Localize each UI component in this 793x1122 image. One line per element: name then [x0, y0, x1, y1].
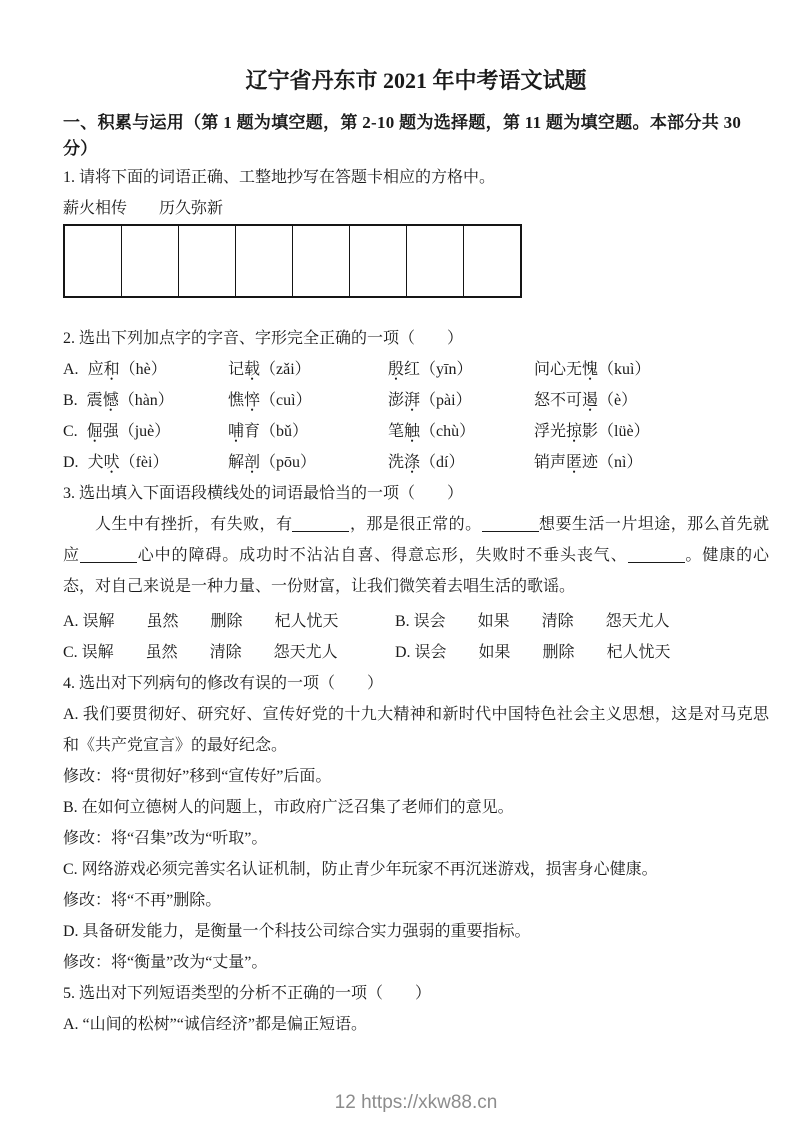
dotted-char: 匿 — [566, 454, 583, 471]
term-pre: 憔 — [228, 392, 245, 409]
q2-term — [228, 385, 388, 416]
dotted-char: 悴 — [244, 392, 261, 409]
dotted-char: 倔 — [86, 423, 103, 440]
dotted-char: 湃 — [404, 392, 421, 409]
term-pinyin: （dí） — [420, 454, 465, 471]
q1-stem: 1. 请将下面的词语正确、工整地抄写在答题卡相应的方格中。 — [63, 169, 496, 186]
dotted-char: 哺 — [228, 423, 245, 440]
term-pre: 浮光 — [534, 423, 567, 440]
q4-option-c: C. 网络游戏必须完善实名认证机制，防止青少年玩家不再沉迷游戏，损害身心健康。 — [63, 861, 658, 878]
term-pinyin: （pài） — [420, 392, 472, 409]
option-label: C. — [63, 423, 78, 440]
term-pre: 笔 — [388, 423, 405, 440]
q2-term — [534, 447, 769, 478]
q3-stem: 3. 选出填入下面语段横线处的词语最恰当的一项（ ） — [63, 485, 464, 502]
q2-option-row-d — [63, 447, 769, 478]
term-post: 迹 — [582, 454, 599, 471]
answer-grid-cell — [464, 226, 520, 296]
q2-term — [63, 354, 228, 385]
blank-line — [292, 515, 349, 532]
option-label: D. — [63, 454, 79, 471]
term-pre: 澎 — [388, 392, 405, 409]
q2-term — [63, 447, 228, 478]
term-pre: 问心无 — [534, 361, 583, 378]
term-pre: 犬 — [87, 454, 104, 471]
dotted-char: 载 — [244, 361, 261, 378]
term-pre: 洗 — [388, 454, 405, 471]
answer-grid-cell — [122, 226, 179, 296]
q3-option-b: B. 误会 如果 清除 怨天尤人 — [395, 613, 670, 630]
dotted-char: 触 — [404, 423, 421, 440]
term-pinyin: （chù） — [420, 423, 476, 440]
q4-stem: 4. 选出对下列病句的修改有误的一项（ ） — [63, 675, 384, 692]
passage-text: 人生中有挫折，有失败，有 — [95, 516, 293, 533]
page-title: 辽宁省丹东市 2021 年中考语文试题 — [245, 68, 587, 93]
q2-term — [228, 354, 388, 385]
blank-line — [80, 546, 137, 563]
passage-text: ，那是很正常的。 — [349, 516, 482, 533]
q3-option-c: C. 误解 虽然 清除 怨天尤人 — [63, 644, 338, 661]
term-pinyin: （hè） — [119, 361, 167, 378]
q2-term — [228, 447, 388, 478]
q3-passage — [63, 509, 769, 602]
term-pre: 怒不可 — [534, 392, 583, 409]
q2-term — [388, 354, 534, 385]
term-post: 强 — [102, 423, 119, 440]
passage-text: 想要生活一片坦途，那么首先就应 — [63, 516, 769, 564]
dotted-char: 掠 — [566, 423, 583, 440]
dotted-char: 涤 — [404, 454, 421, 471]
q5-stem: 5. 选出对下列短语类型的分析不正确的一项（ ） — [63, 985, 432, 1002]
q2-term — [388, 385, 534, 416]
q5-option-a: A. “山间的松树”“诚信经济”都是偏正短语。 — [63, 1016, 367, 1033]
term-post: 红 — [404, 361, 421, 378]
answer-grid-cell — [350, 226, 407, 296]
option-label: A. — [63, 361, 79, 378]
answer-grid-cell — [293, 226, 350, 296]
term-pre: 震 — [86, 392, 103, 409]
term-pinyin: （hàn） — [118, 392, 174, 409]
term-pinyin: （lüè） — [598, 423, 650, 440]
q2-term — [63, 416, 228, 447]
term-pinyin: （fèi） — [119, 454, 169, 471]
term-pinyin: （yīn） — [420, 361, 473, 378]
q2-stem: 2. 选出下列加点字的字音、字形完全正确的一项（ ） — [63, 330, 464, 347]
option-label: B. — [63, 392, 78, 409]
footer-watermark: 12 https://xkw88.cn — [334, 1092, 498, 1113]
q2-term — [388, 416, 534, 447]
q3-option-a: A. 误解 虽然 删除 杞人忧天 — [63, 613, 339, 630]
q2-option-row-c — [63, 416, 769, 447]
q2-option-row-a — [63, 354, 769, 385]
blank-line — [628, 546, 685, 563]
section-heading: 一、积累与运用（第 1 题为填空题，第 2-10 题为选择题，第 11 题为填空题。本部分共 30 分） — [63, 113, 742, 158]
q3-option-d: D. 误会 如果 删除 杞人忧天 — [395, 644, 671, 661]
q2-term — [534, 416, 769, 447]
answer-grid-cell — [65, 226, 122, 296]
answer-grid-cell — [407, 226, 464, 296]
q3-options — [63, 606, 769, 668]
dotted-char: 殷 — [388, 361, 405, 378]
term-pinyin: （nì） — [598, 454, 643, 471]
blank-line — [482, 515, 539, 532]
term-post: 育 — [244, 423, 261, 440]
q2-term — [388, 447, 534, 478]
term-pre: 应 — [87, 361, 104, 378]
answer-grid-cell — [179, 226, 236, 296]
q4-option-a: A. 我们要贯彻好、研究好、宣传好党的十九大精神和新时代中国特色社会主义思想，这是对马克思和《共产党宣言》的最好纪念。 — [63, 706, 769, 754]
q1-answer-grid — [63, 224, 522, 298]
q4-fix-a: 修改：将“贯彻好”移到“宣传好”后面。 — [63, 768, 332, 785]
q2-option-row-b — [63, 385, 769, 416]
term-post: 影 — [582, 423, 599, 440]
q2-term — [228, 416, 388, 447]
q4-fix-b: 修改：将“召集”改为“听取”。 — [63, 830, 268, 847]
term-pre: 解 — [228, 454, 245, 471]
dotted-char: 吠 — [103, 454, 120, 471]
dotted-char: 愧 — [582, 361, 599, 378]
term-pinyin: （pōu） — [260, 454, 317, 471]
q4-fix-d: 修改：将“衡量”改为“丈量”。 — [63, 954, 268, 971]
term-pre: 销声 — [534, 454, 567, 471]
dotted-char: 和 — [103, 361, 120, 378]
answer-grid-cell — [236, 226, 293, 296]
dotted-char: 憾 — [102, 392, 119, 409]
term-pinyin: （cuì） — [260, 392, 312, 409]
q4-option-d: D. 具备研发能力，是衡量一个科技公司综合实力强弱的重要指标。 — [63, 923, 531, 940]
term-pinyin: （kuì） — [598, 361, 651, 378]
q2-term — [63, 385, 228, 416]
term-pinyin: （bǔ） — [260, 423, 309, 440]
q2-term — [534, 385, 769, 416]
term-pre: 记 — [228, 361, 245, 378]
dotted-char: 剖 — [244, 454, 261, 471]
passage-text: 心中的障碍。成功时不沾沾自喜、得意忘形，失败时不垂头丧气、 — [136, 547, 628, 564]
term-pinyin: （zǎi） — [260, 361, 311, 378]
term-pinyin: （è） — [598, 392, 638, 409]
q4-fix-c: 修改：将“不再”删除。 — [63, 892, 222, 909]
dotted-char: 遏 — [582, 392, 599, 409]
q2-term — [534, 354, 769, 385]
q1-words: 薪火相传 历久弥新 — [63, 200, 224, 217]
passage-text: 。健康的心态，对自己来说是一种力量、一份财富，让我们微笑着去唱生活的歌谣。 — [63, 547, 769, 595]
q4-option-b: B. 在如何立德树人的问题上，市政府广泛召集了老师们的意见。 — [63, 799, 514, 816]
term-pinyin: （juè） — [118, 423, 171, 440]
